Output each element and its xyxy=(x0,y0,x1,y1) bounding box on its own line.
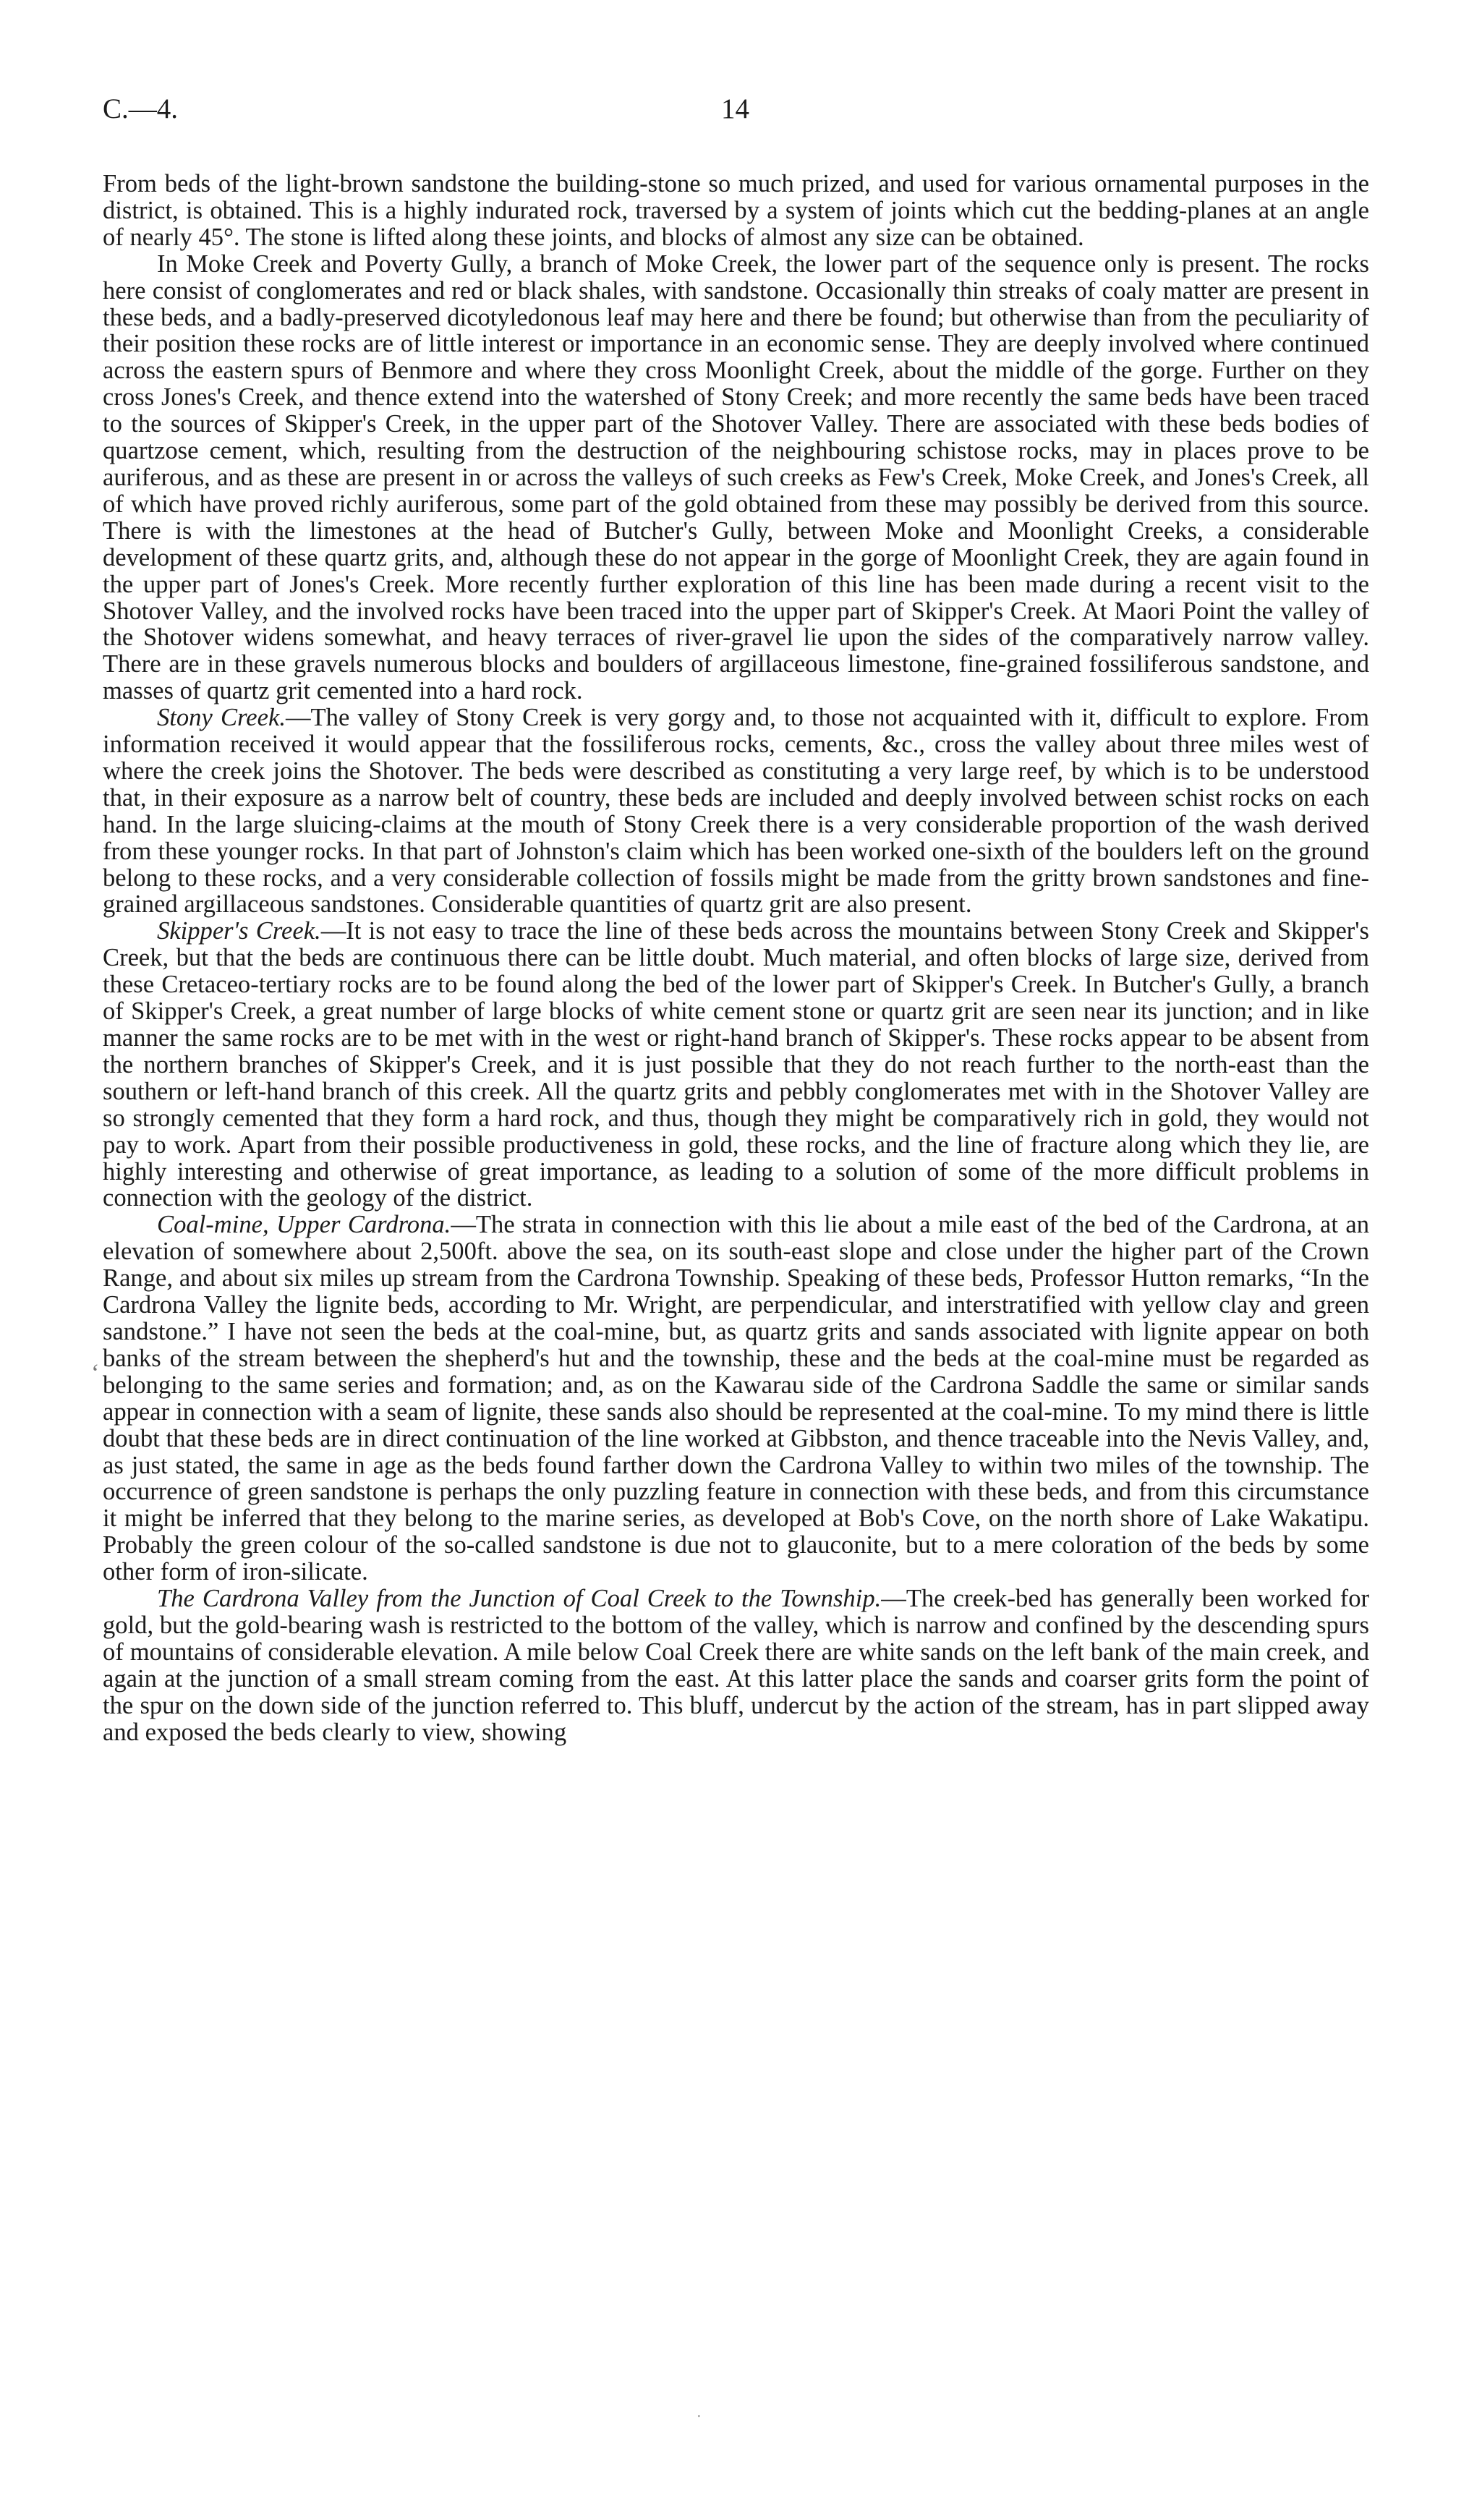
paragraph-coal-mine xyxy=(103,1212,1369,1585)
paragraph-building-stone xyxy=(103,171,1369,251)
page-header xyxy=(103,93,1376,136)
paragraph-text: From beds of the light-brown sandstone the building-stone so much prized, and used for various ornamental purposes in the district, is obtained. This is a highly indurated rock, traversed by a system of joints which cut the bedding-planes at an angle of nearly 45°. The stone is lifted along these joints, and blocks of almost any size can be obtained. xyxy=(103,170,1369,251)
paragraph-heading: Coal-mine, Upper Cardrona. xyxy=(157,1211,451,1239)
bottom-scan-dot: · xyxy=(697,2409,702,2425)
page-number: 14 xyxy=(721,93,749,124)
paragraph-text: —It is not easy to trace the line of these beds across the mountains between Stony Creek and Skipper's Creek, but that the beds are continuous there can be little doubt. Much material, and often blocks of large size, derived from these Cretaceo-tertiary rocks are to be found along the bed of the lower part of Skipper's Creek. In Butcher's Gully, a branch of Skipper's Creek, a great number of large blocks of white cement stone or quartz grit are seen near its junction; and in like manner the same rocks are to be met with in the west or right-hand branch of Skipper's. These rocks appear to be absent from the northern branches of Skipper's Creek, and it is just possible that they do not reach further to the north-east than the southern or left-hand branch of this creek. All the quartz grits and pebbly conglomerates met with in the Shotover Valley are so strongly cemented that they form a hard rock, and thus, though they might be comparatively rich in gold, they would not pay to work. Apart from their possible productiveness in gold, these rocks, and the line of fracture along which they lie, are highly interesting and otherwise of great importance, as leading to a solution of some of the more difficult problems in connection with the geology of the district. xyxy=(103,917,1369,1212)
paragraph-heading: Stony Creek. xyxy=(157,704,286,732)
paragraph-text: —The strata in connection with this lie about a mile east of the bed of the Cardrona, at an elevation of somewhere about 2,500ft. above the sea, on its south-east slope and close under the higher part of the Crown Range, and about six miles up stream from the Cardrona Township. Speaking of these beds, Professor Hutton remarks, “In the Cardrona Valley the lignite beds, according to Mr. Wright, are perpendicular, and interstratified with yellow clay and green sandstone.” I have not seen the beds at the coal-mine, but, as quartz grits and sands associated with lignite appear on both banks of the stream between the shepherd's hut and the township, these and the beds at the coal-mine must be regarded as belonging to the same series and formation; and, as on the Kawarau side of the Cardrona Saddle the same or similar sands appear in connection with a seam of lignite, these sands also should be represented at the coal-mine. To my mind there is little doubt that these beds are in direct continuation of the line worked at Gibbston, and thence traceable into the Nevis Valley, and, as just stated, the same in age as the beds found farther down the Cardrona Valley to within two miles of the township. The occurrence of green sandstone is perhaps the only puzzling feature in connection with these beds, and from this circumstance it might be inferred that they belong to the marine series, as developed at Bob's Cove, on the north shore of Lake Wakatipu. Probably the green colour of the so-called sandstone is due not to glauconite, but to a mere coloration of the beds by some other form of iron-silicate. xyxy=(103,1211,1369,1586)
paragraph-text: —The creek-bed has generally been worked for gold, but the gold-bearing wash is restricted to the bottom of the valley, which is narrow and confined by the descending spurs of mountains of considerable elevation. A mile below Coal Creek there are white sands on the left bank of the main creek, and again at the junction of a small stream coming from the east. At this latter place the sands and coarser grits form the point of the spur on the down side of the junction referred to. This bluff, undercut by the action of the stream, has in part slipped away and exposed the beds clearly to view, showing xyxy=(103,1585,1369,1746)
margin-scan-mark: ‘ xyxy=(91,1360,100,1387)
body-text xyxy=(103,171,1369,1745)
paragraph-heading: The Cardrona Valley from the Junction of Coal Creek to the Township. xyxy=(157,1585,882,1613)
parliamentary-paper-reference: C.—4. xyxy=(103,93,179,124)
paragraph-stony-creek xyxy=(103,705,1369,918)
paragraph-heading: Skipper's Creek. xyxy=(157,917,321,945)
paragraph-text: In Moke Creek and Poverty Gully, a branch of Moke Creek, the lower part of the sequence only is present. The rocks here consist of conglomerates and red or black shales, with sandstone. Occasionally thin streaks of coaly matter are present in these beds, and a badly-preserved dicotyledonous leaf may here and there be found; but otherwise than from the peculiarity of their position these rocks are of little interest or importance in an economic sense. They are deeply involved where continued across the eastern spurs of Benmore and where they cross Moonlight Creek, about the middle of the gorge. Further on they cross Jones's Creek, and thence extend into the watershed of Stony Creek; and more recently the same beds have been traced to the sources of Skipper's Creek, in the upper part of the Shotover Valley. There are associated with these beds bodies of quartzose cement, which, resulting from the destruction of the neighbouring schistose rocks, may in places prove to be auriferous, and as these are present in or across the valleys of such creeks as Few's Creek, Moke Creek, and Jones's Creek, all of which have proved richly auriferous, some part of the gold obtained from these may possibly be derived from this source. There is with the limestones at the head of Butcher's Gully, between Moke and Moonlight Creeks, a considerable development of these quartz grits, and, although these do not appear in the gorge of Moonlight Creek, they are again found in the upper part of Jones's Creek. More recently further exploration of this line has been made during a recent visit to the Shotover Valley, and the involved rocks have been traced into the upper part of Skipper's Creek. At Maori Point the valley of the Shotover widens somewhat, and heavy terraces of river-gravel lie upon the sides of the comparatively narrow valley. There are in these gravels numerous blocks and boulders of argillaceous limestone, fine-grained fossiliferous sandstone, and masses of quartz grit cemented into a hard rock. xyxy=(103,250,1369,705)
paragraph-moke-creek xyxy=(103,251,1369,705)
paragraph-skippers-creek xyxy=(103,918,1369,1212)
paragraph-text: —The valley of Stony Creek is very gorgy and, to those not acquainted with it, difficult to explore. From information received it would appear that the fossiliferous rocks, cements, &c., cross the valley about three miles west of where the creek joins the Shotover. The beds were described as constituting a very large reef, by which is to be understood that, in their exposure as a narrow belt of country, these beds are included and deeply involved between schist rocks on each hand. In the large sluicing-claims at the mouth of Stony Creek there is a very considerable proportion of the wash derived from these younger rocks. In that part of Johnston's claim which has been worked one-sixth of the boulders left on the ground belong to these rocks, and a very considerable collection of fossils might be made from the gritty brown sandstones and fine-grained argillaceous sandstones. Considerable quantities of quartz grit are also present. xyxy=(103,704,1369,919)
paragraph-cardrona-valley xyxy=(103,1585,1369,1745)
